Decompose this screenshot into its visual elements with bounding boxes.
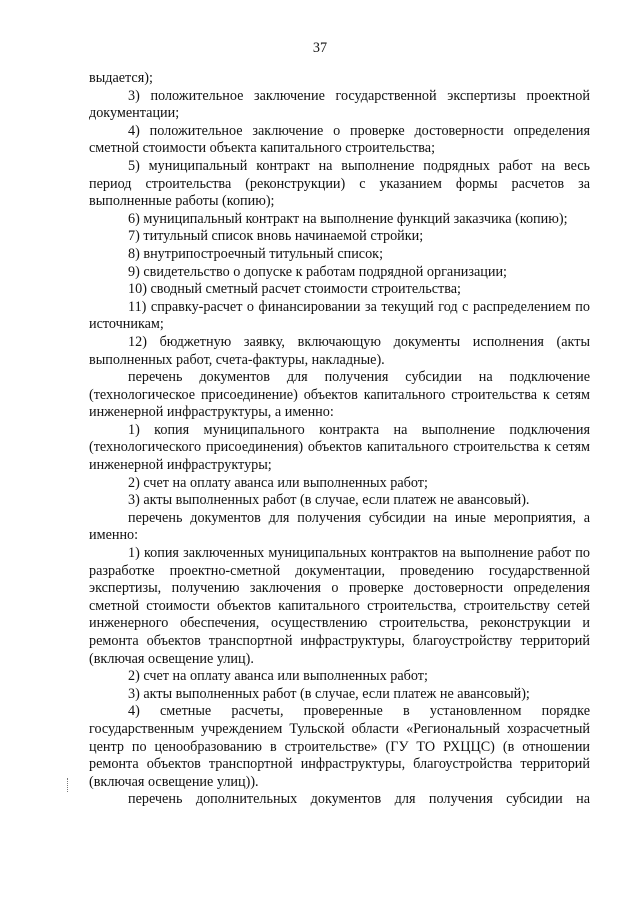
paragraph: 3) акты выполненных работ (в случае, если платеж не авансовый). — [128, 492, 530, 509]
paragraph: 6) муниципальный контракт на выполнение функций заказчика (копию); — [128, 210, 568, 227]
paragraph: 9) свидетельство о допуске к работам подрядной организации; — [128, 263, 507, 280]
document-body — [89, 70, 590, 809]
page-number: 37 — [312, 40, 328, 56]
margin-mark — [67, 778, 70, 792]
paragraph: 2) счет на оплату аванса или выполненных работ; — [128, 474, 428, 491]
paragraph: выдается); — [89, 70, 153, 86]
paragraph: перечень дополнительных документов для получения субсидии на — [128, 791, 590, 808]
paragraph: 10) сводный сметный расчет стоимости строительства; — [128, 281, 461, 298]
paragraph: 3) акты выполненных работ (в случае, если платеж не авансовый); — [128, 685, 530, 702]
paragraph: 3) положительное заключение государственной экспертизы проектной документации; — [89, 87, 590, 122]
paragraph: 1) копия заключенных муниципальных контрактов на выполнение работ по разработке проектно-сметной документации, проведению государственной экспертизы, получению заключения о проверке достоверности определения сметной стоимости объектов капитального строительства, строительству сетей инженерного обеспечения, осуществлению строительства, реконструкции и ремонта объектов транспортной инфраструктуры, благоустройству территорий (включая освещение улиц). — [89, 545, 590, 667]
paragraph: 11) справку-расчет о финансировании за текущий год с распределением по источникам; — [89, 298, 590, 333]
paragraph: 2) счет на оплату аванса или выполненных работ; — [128, 668, 428, 685]
paragraph: 8) внутрипостроечный титульный список; — [128, 245, 384, 262]
paragraph: перечень документов для получения субсидии на подключение (технологическое присоединение) объектов капитального строительства к сетям инженерной инфраструктуры, а именно: — [89, 369, 590, 421]
paragraph: перечень документов для получения субсидии на иные мероприятия, а именно: — [89, 509, 590, 544]
paragraph: 7) титульный список вновь начинаемой стройки; — [128, 228, 424, 245]
paragraph: 4) сметные расчеты, проверенные в установленном порядке государственным учреждением Тульской области «Региональный хозрасчетный центр по ценообразованию в строительстве» (ГУ ТО РХЦЦС) (в отношении ремонта объектов транспортной инфраструктуры, благоустройства территорий (включая освещение улиц)). — [89, 703, 590, 790]
paragraph: 1) копия муниципального контракта на выполнение подключения (технологического присоединения) объектов капитального строительства к сетям инженерной инфраструктуры; — [89, 421, 590, 474]
paragraph: 12) бюджетную заявку, включающую документы исполнения (акты выполненных работ, счета-фактуры, накладные). — [89, 333, 590, 368]
paragraph: 5) муниципальный контракт на выполнение подрядных работ на весь период строительства (реконструкции) с указанием формы расчетов за выполненные работы (копию); — [89, 157, 590, 210]
paragraph: 4) положительное заключение о проверке достоверности определения сметной стоимости объекта капитального строительства; — [89, 122, 590, 157]
